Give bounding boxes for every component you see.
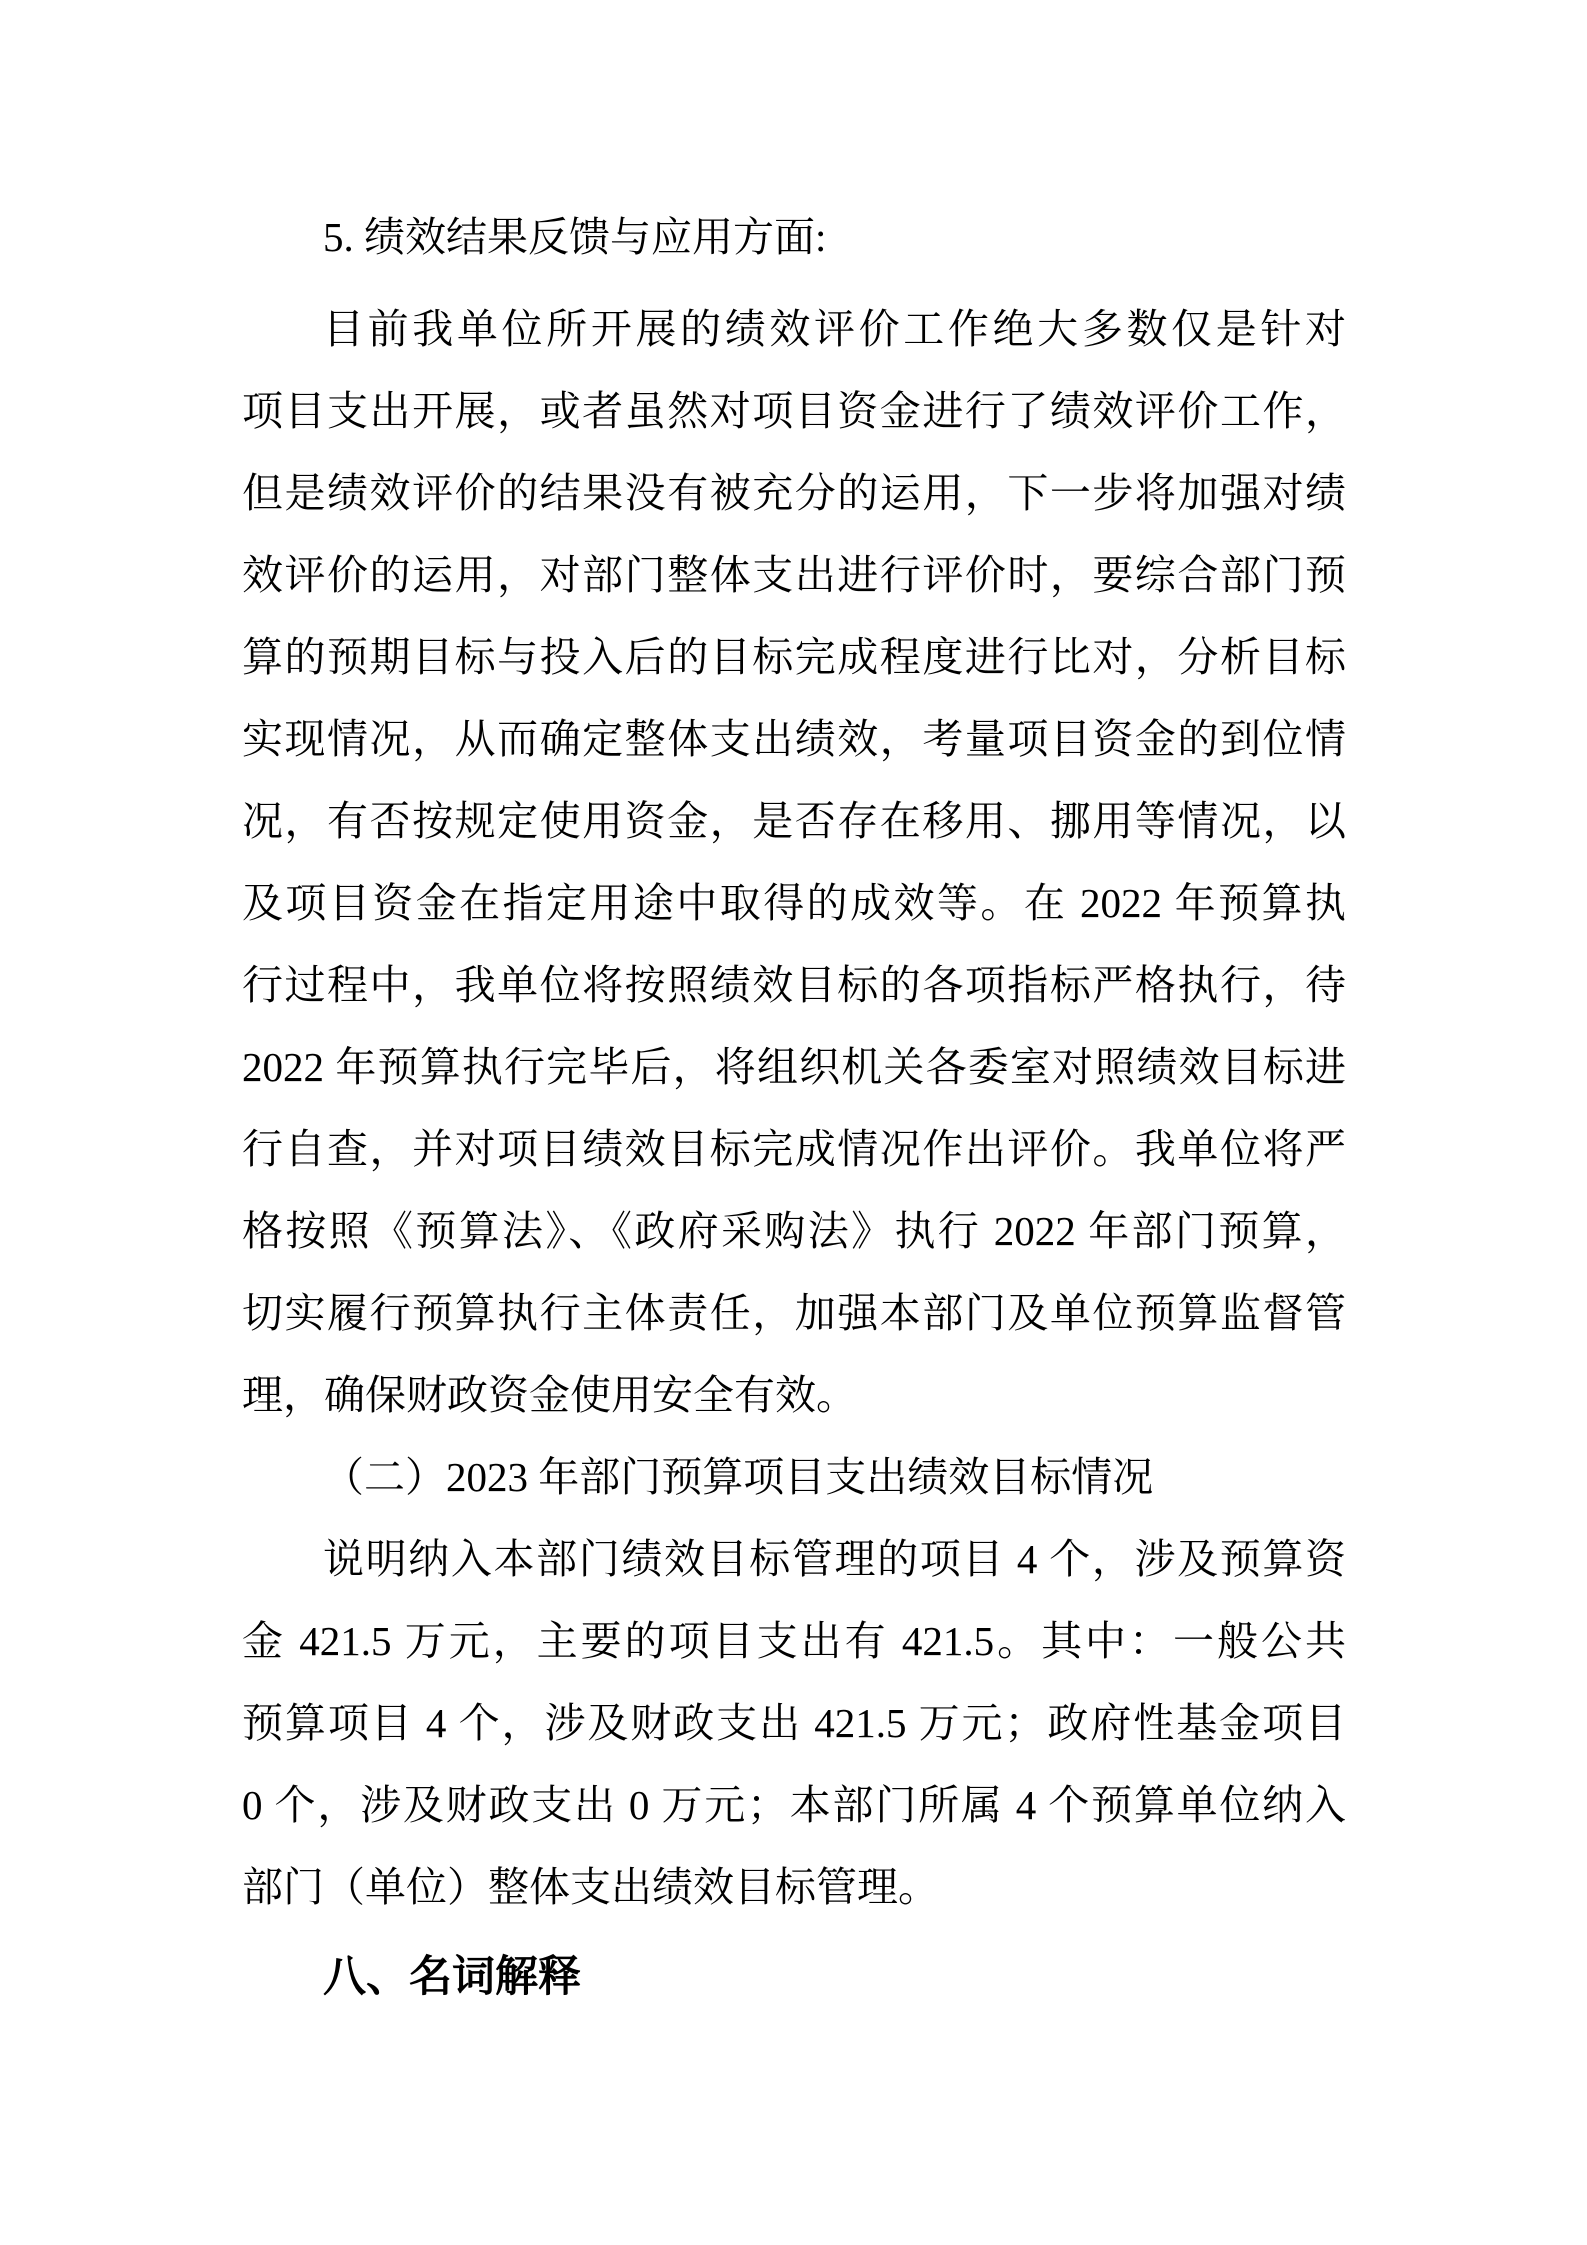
- paragraph-1-line: 及项目资金在指定用途中取得的成效等。在 2022 年预算执: [242, 880, 1346, 926]
- paragraph-1-line: 行自查，并对项目绩效目标完成情况作出评价。我单位将严: [242, 1126, 1346, 1172]
- paragraph-1-line: 格按照《预算法》、《政府采购法》执行 2022 年部门预算，: [242, 1208, 1346, 1254]
- paragraph-2-line: 预算项目 4 个，涉及财政支出 421.5 万元；政府性基金项目: [242, 1700, 1346, 1746]
- paragraph-1-line: 况，有否按规定使用资金，是否存在移用、挪用等情况，以: [242, 798, 1346, 844]
- paragraph-1-line: 目前我单位所开展的绩效评价工作绝大多数仅是针对: [323, 306, 1346, 352]
- subsection-2-heading: （二）2023 年部门预算项目支出绩效目标情况: [323, 1454, 1154, 1500]
- item-5-heading: 5. 绩效结果反馈与应用方面:: [323, 214, 827, 260]
- paragraph-1-line: 算的预期目标与投入后的目标完成程度进行比对，分析目标: [242, 634, 1346, 680]
- paragraph-2-line: 0 个，涉及财政支出 0 万元；本部门所属 4 个预算单位纳入: [242, 1782, 1346, 1828]
- paragraph-1-line: 但是绩效评价的结果没有被充分的运用，下一步将加强对绩: [242, 470, 1346, 516]
- paragraph-2-line: 部门（单位）整体支出绩效目标管理。: [242, 1864, 939, 1910]
- paragraph-1-line: 2022 年预算执行完毕后，将组织机关各委室对照绩效目标进: [242, 1044, 1346, 1090]
- paragraph-1-line: 行过程中，我单位将按照绩效目标的各项指标严格执行，待: [242, 962, 1346, 1008]
- paragraph-1-line: 理，确保财政资金使用安全有效。: [242, 1372, 857, 1418]
- paragraph-1-line: 项目支出开展，或者虽然对项目资金进行了绩效评价工作，: [242, 388, 1346, 434]
- document-content: [242, 196, 1346, 2018]
- paragraph-2-line: 金 421.5 万元，主要的项目支出有 421.5。其中：一般公共: [242, 1618, 1346, 1664]
- paragraph-1-line: 实现情况，从而确定整体支出绩效，考量项目资金的到位情: [242, 716, 1346, 762]
- section-8-heading: 八、名词解释: [323, 1953, 581, 2001]
- paragraph-1-line: 效评价的运用，对部门整体支出进行评价时，要综合部门预: [242, 552, 1346, 598]
- paragraph-1-line: 切实履行预算执行主体责任，加强本部门及单位预算监督管: [242, 1290, 1346, 1336]
- paragraph-2-line: 说明纳入本部门绩效目标管理的项目 4 个，涉及预算资: [323, 1536, 1346, 1582]
